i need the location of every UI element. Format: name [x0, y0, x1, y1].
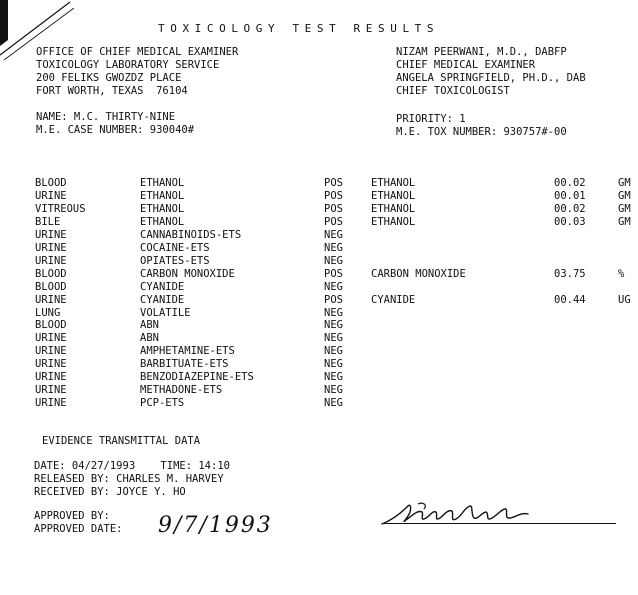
- test-cell: VOLATILE: [140, 306, 191, 319]
- unit-cell: UG: [618, 293, 631, 306]
- specimen-cell: URINE: [35, 228, 67, 241]
- result-cell: NEG: [324, 384, 343, 397]
- test-cell: PCP-ETS: [140, 397, 185, 410]
- official-line: ANGELA SPRINGFIELD, PH.D., DAB: [396, 72, 586, 84]
- unit-cell: GM: [618, 177, 631, 189]
- specimen-cell: URINE: [35, 254, 67, 267]
- specimen-cell: URINE: [35, 345, 67, 358]
- test-cell: ABN: [140, 332, 159, 345]
- document-title: TOXICOLOGY TEST RESULTS: [158, 22, 440, 35]
- specimen-cell: BLOOD: [35, 319, 67, 332]
- analyte-cell: CARBON MONOXIDE: [371, 267, 466, 280]
- unit-cell: GM: [618, 189, 631, 202]
- table-row: [0, 307, 638, 320]
- test-cell: CYANIDE: [140, 280, 185, 293]
- specimen-cell: URINE: [35, 397, 67, 410]
- analyte-cell: ETHANOL: [371, 202, 416, 215]
- specimen-cell: URINE: [35, 189, 67, 202]
- result-cell: POS: [324, 215, 343, 228]
- official-line: NIZAM PEERWANI, M.D., DABFP: [396, 46, 567, 58]
- result-cell: NEG: [324, 228, 343, 241]
- table-row: [0, 281, 638, 294]
- specimen-cell: URINE: [35, 371, 67, 384]
- result-cell: POS: [324, 177, 343, 189]
- test-cell: ETHANOL: [140, 189, 185, 202]
- signature-line: [384, 523, 616, 524]
- table-row: [0, 332, 638, 345]
- official-line: CHIEF TOXICOLOGIST: [396, 85, 510, 97]
- result-cell: POS: [324, 202, 343, 215]
- me-case-number: M.E. CASE NUMBER: 930040#: [36, 124, 195, 136]
- office-line: TOXICOLOGY LABORATORY SERVICE: [36, 59, 220, 71]
- table-row: [0, 345, 638, 358]
- unit-cell: GM: [618, 202, 631, 215]
- specimen-cell: URINE: [35, 384, 67, 397]
- table-row: [0, 203, 638, 216]
- test-cell: CANNABINOIDS-ETS: [140, 228, 242, 241]
- unit-cell: GM: [618, 215, 631, 228]
- result-cell: NEG: [324, 345, 343, 358]
- table-row: [0, 177, 638, 190]
- received-by: RECEIVED BY: JOYCE Y. HO: [34, 486, 186, 498]
- tox-number: M.E. TOX NUMBER: 930757#-00: [396, 126, 567, 138]
- test-cell: BARBITUATE-ETS: [140, 358, 229, 371]
- evidence-heading: EVIDENCE TRANSMITTAL DATA: [42, 435, 201, 447]
- result-cell: NEG: [324, 397, 343, 410]
- result-cell: NEG: [324, 332, 343, 345]
- result-cell: NEG: [324, 371, 343, 384]
- result-cell: NEG: [324, 319, 343, 332]
- specimen-cell: VITREOUS: [35, 202, 86, 215]
- value-cell: 00.44: [554, 293, 586, 306]
- table-row: [0, 319, 638, 332]
- value-cell: 03.75: [554, 267, 586, 280]
- result-cell: NEG: [324, 358, 343, 371]
- test-cell: CARBON MONOXIDE: [140, 267, 235, 280]
- table-row: [0, 371, 638, 384]
- result-cell: POS: [324, 293, 343, 306]
- test-cell: ETHANOL: [140, 215, 185, 228]
- subject-name: NAME: M.C. THIRTY-NINE: [36, 111, 176, 123]
- test-cell: METHADONE-ETS: [140, 384, 223, 397]
- result-cell: NEG: [324, 280, 343, 293]
- table-row: [0, 242, 638, 255]
- approval-signature: [378, 500, 548, 530]
- evidence-date: DATE: 04/27/1993 TIME: 14:10: [34, 460, 230, 472]
- table-row: [0, 384, 638, 397]
- analyte-cell: ETHANOL: [371, 189, 416, 202]
- approved-date-label: APPROVED DATE:: [34, 523, 123, 535]
- unit-cell: %: [618, 267, 625, 280]
- table-row: [0, 229, 638, 242]
- table-row: [0, 358, 638, 371]
- specimen-cell: BLOOD: [35, 177, 67, 189]
- value-cell: 00.01: [554, 189, 586, 202]
- result-cell: NEG: [324, 241, 343, 254]
- specimen-cell: BLOOD: [35, 280, 67, 293]
- value-cell: 00.02: [554, 177, 586, 189]
- value-cell: 00.03: [554, 215, 586, 228]
- test-cell: ABN: [140, 319, 159, 332]
- specimen-cell: BLOOD: [35, 267, 67, 280]
- test-cell: ETHANOL: [140, 177, 185, 189]
- test-cell: ETHANOL: [140, 202, 185, 215]
- office-line: FORT WORTH, TEXAS 76104: [36, 85, 188, 97]
- analyte-cell: CYANIDE: [371, 293, 416, 306]
- specimen-cell: URINE: [35, 293, 67, 306]
- test-cell: CYANIDE: [140, 293, 185, 306]
- test-cell: AMPHETAMINE-ETS: [140, 345, 235, 358]
- test-cell: OPIATES-ETS: [140, 254, 210, 267]
- specimen-cell: URINE: [35, 241, 67, 254]
- table-row: [0, 268, 638, 281]
- table-row: [0, 294, 638, 307]
- specimen-cell: URINE: [35, 358, 67, 371]
- specimen-cell: URINE: [35, 332, 67, 345]
- table-row: [0, 216, 638, 229]
- analyte-cell: ETHANOL: [371, 215, 416, 228]
- table-row: [0, 190, 638, 203]
- result-cell: POS: [324, 189, 343, 202]
- specimen-cell: LUNG: [35, 306, 61, 319]
- office-line: OFFICE OF CHIEF MEDICAL EXAMINER: [36, 46, 239, 58]
- result-cell: NEG: [324, 254, 343, 267]
- test-cell: COCAINE-ETS: [140, 241, 210, 254]
- official-line: CHIEF MEDICAL EXAMINER: [396, 59, 536, 71]
- result-cell: POS: [324, 267, 343, 280]
- priority: PRIORITY: 1: [396, 113, 466, 125]
- table-row: [0, 397, 638, 410]
- released-by: RELEASED BY: CHARLES M. HARVEY: [34, 473, 224, 485]
- specimen-cell: BILE: [35, 215, 61, 228]
- result-cell: NEG: [324, 306, 343, 319]
- table-row: [0, 255, 638, 268]
- approved-by-label: APPROVED BY:: [34, 510, 110, 522]
- test-cell: BENZODIAZEPINE-ETS: [140, 371, 254, 384]
- office-line: 200 FELIKS GWOZDZ PLACE: [36, 72, 182, 84]
- analyte-cell: ETHANOL: [371, 177, 416, 189]
- approved-date-handwritten: 9/7/1993: [158, 513, 273, 538]
- value-cell: 00.02: [554, 202, 586, 215]
